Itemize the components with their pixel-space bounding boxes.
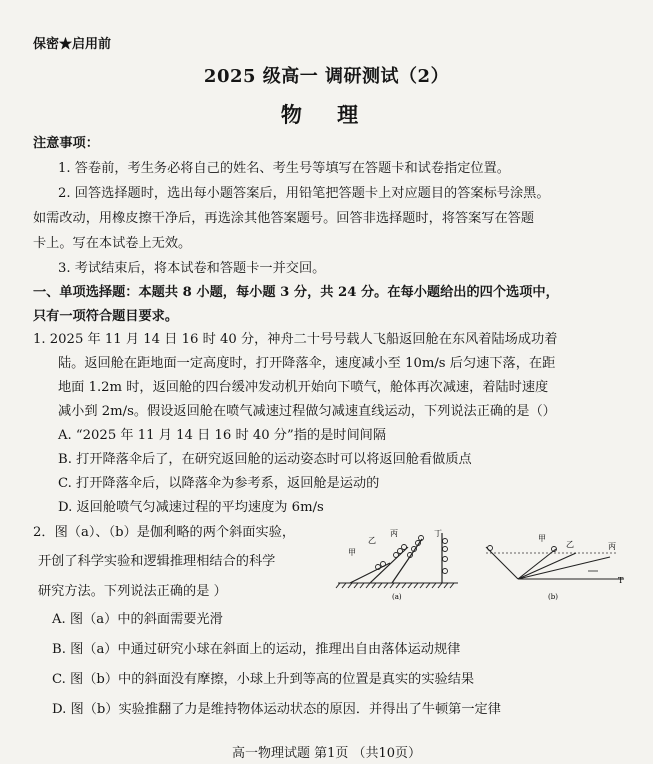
subject-title: 物 理 [280, 102, 373, 127]
note-item-3: 3. 考试结束后，将本试卷和答题卡一并交回。 [58, 261, 326, 276]
question-2-option-b: B. 图（a）中通过研究小球在斜面上的运动，推理出自由落体运动规律 [52, 642, 461, 657]
figure-b-tag-yi: 乙 [566, 540, 574, 549]
question-2-line-3: 研究方法。下列说法正确的是 ） [38, 584, 227, 599]
figure-a-tag-bing: 丙 [390, 529, 398, 538]
figure-b-label: (b) [548, 593, 558, 601]
question-1-line-3: 地面 1.2m 时，返回舱的四台缓冲发动机开始向下喷气，舱体再次减速，着陆时速度 [58, 380, 549, 395]
figure-a-label: (a) [392, 593, 402, 601]
page-footer: 高一物理试题 第1页 （共10页） [231, 746, 422, 761]
exam-title: 2025 级高一 调研测试（2） [203, 66, 450, 87]
question-1-option-b: B. 打开降落伞后了，在研究返回舱的运动姿态时可以将返回舱看做质点 [58, 452, 472, 467]
note-item-1: 1. 答卷前，考生务必将自己的姓名、考生号等填写在答题卡和试卷指定位置。 [58, 161, 510, 176]
inclines [350, 533, 442, 583]
figure-a-diagram [330, 525, 470, 603]
question-2-option-a: A. 图（a）中的斜面需要光滑 [52, 612, 223, 627]
balls [488, 546, 557, 552]
figure-b-tag-jia: 甲 [538, 534, 546, 543]
question-2-line-2: 开创了科学实验和逻辑推理相结合的科学 [38, 554, 276, 569]
note-item-2-line-1: 2. 回答选择题时，选出每小题答案后，用铅笔把答题卡上对应题目的答案标号涂黑。 [58, 186, 550, 201]
figure-b-tag-bing: 丙 [608, 542, 616, 551]
section-1-heading: 一、单项选择题：本题共 8 小题，每小题 3 分，共 24 分。在每小题给出的四个选项中， [33, 285, 559, 300]
question-1-line-2: 陆。返回舱在距地面一定高度时，打开降落伞，速度减小至 10m/s 后匀速下落，在距 [58, 356, 556, 371]
question-1-line-4: 减小到 2m/s。假设返回舱在喷气减速过程做匀减速直线运动，下列说法正确的是（） [58, 404, 556, 419]
ramps [486, 547, 624, 579]
question-1-option-c: C. 打开降落伞后，以降落伞为参考系，返回舱是运动的 [58, 476, 380, 491]
figure-a-tag-jia: 甲 [348, 548, 356, 557]
question-2-option-c: C. 图（b）中的斜面没有摩擦，小球上升到等高的位置是真实的实验结果 [52, 672, 475, 687]
question-1-line-1: 1. 2025 年 11 月 14 日 16 时 40 分，神舟二十号号载人飞船返回舱在东风着陆场成功着 [33, 332, 558, 347]
figure-a-tag-yi: 乙 [368, 536, 376, 545]
notes-heading: 注意事项： [33, 136, 99, 151]
figure-a-tag-ding: 丁 [434, 529, 442, 538]
section-1-subheading: 只有一项符合题目要求。 [33, 309, 179, 324]
figure-b-tag-t: T [618, 576, 624, 585]
note-item-2-line-2: 如需改动，用橡皮擦干净后，再选涂其他答案题号。回答非选择题时，将答案写在答题 [33, 211, 535, 226]
ground-hatching [336, 583, 458, 588]
question-1-option-d: D. 返回舱喷气匀减速过程的平均速度为 6m/s [58, 500, 324, 515]
confidential-mark: 保密★启用前 [33, 37, 112, 52]
question-2-option-d: D. 图（b）实验推翻了力是维持物体运动状态的原因．并得出了牛顿第一定律 [52, 702, 501, 717]
figure-b-diagram [478, 525, 628, 603]
note-item-2-line-3: 卡上。写在本试卷上无效。 [33, 236, 192, 251]
question-1-option-a: A. “2025 年 11 月 14 日 16 时 40 分”指的是时间间隔 [58, 428, 387, 443]
question-2-line-1: 2．图（a）、（b）是伽利略的两个斜面实验， [33, 525, 296, 540]
